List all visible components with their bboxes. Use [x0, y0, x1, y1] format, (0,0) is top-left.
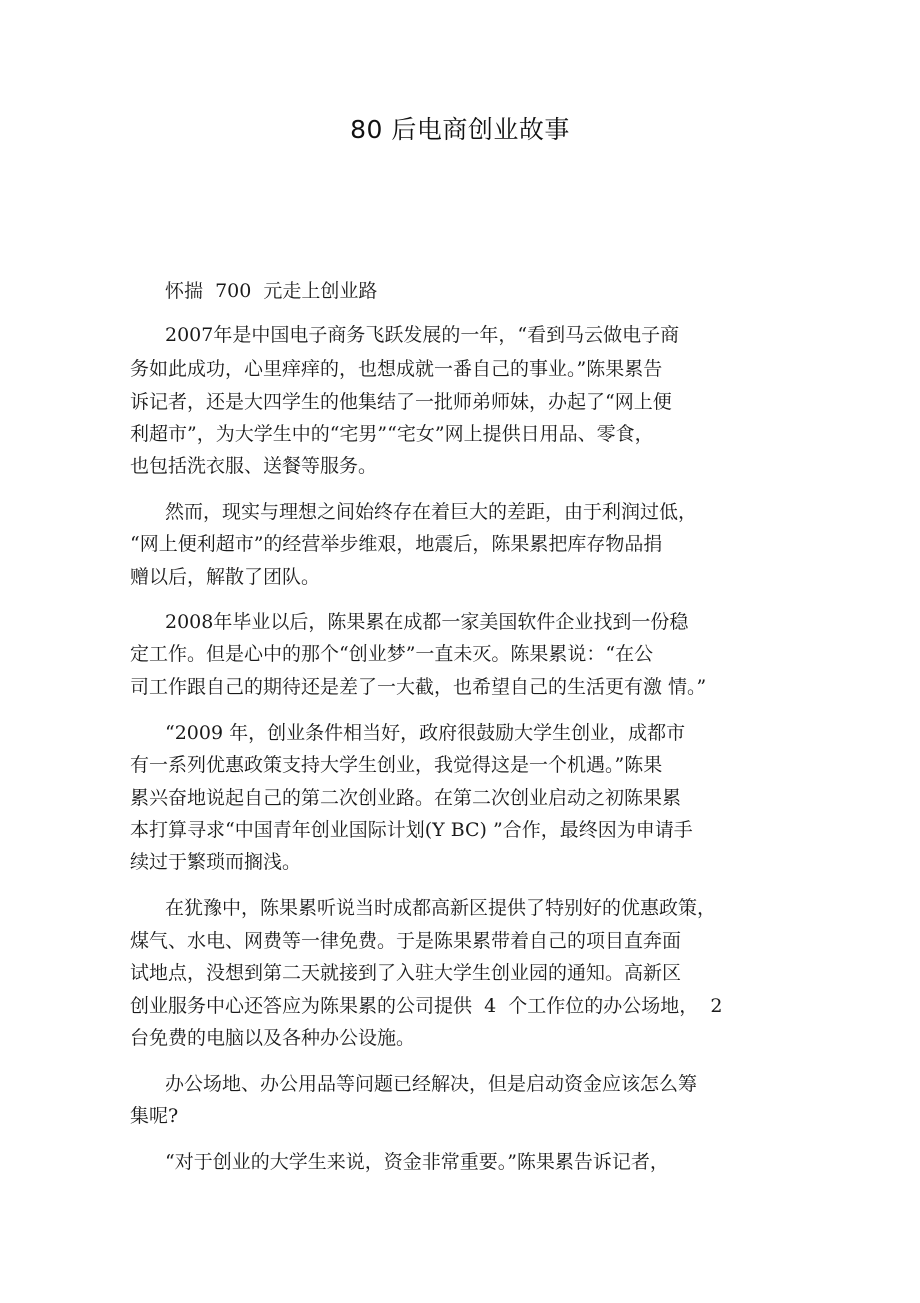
- paragraph-5-line-1: 在犹豫中，陈果累听说当时成都高新区提供了特别好的优惠政策，: [165, 897, 717, 919]
- paragraph-2-line-3: 赠以后，解散了团队。: [130, 566, 321, 588]
- paragraph-4-line-2: 有一系列优惠政策支持大学生创业，我觉得这是一个机遇。”陈果: [130, 754, 663, 776]
- paragraph-5-line-3: 试地点，没想到第二天就接到了入驻大学生创业园的通知。高新区: [130, 962, 682, 984]
- paragraph-2-line-2: “网上便利超市”的经营举步维艰，地震后，陈果累把库存物品捐: [130, 533, 663, 555]
- paragraph-5-line-2: 煤气、水电、网费等一律免费。于是陈果累带着自己的项目直奔面: [130, 930, 682, 952]
- paragraph-4-line-4: 本打算寻求“中国青年创业国际计划(Y BC) ”合作，最终因为申请手: [130, 819, 693, 841]
- paragraph-7-line-1: “对于创业的大学生来说，资金非常重要。”陈果累告诉记者，: [165, 1151, 669, 1173]
- paragraph-1-line-3: 诉记者，还是大四学生的他集结了一批师弟师妹，办起了“网上便: [130, 391, 672, 413]
- paragraph-3-line-2: 定工作。但是心中的那个“创业梦”一直未灭。陈果累说：“在公: [130, 643, 654, 665]
- paragraph-6-line-2: 集呢?: [130, 1105, 179, 1127]
- paragraph-3-line-1: 2008年毕业以后，陈果累在成都一家美国软件企业找到一份稳: [165, 611, 689, 633]
- paragraph-1-line-2: 务如此成功，心里痒痒的，也想成就一番自己的事业。”陈果累告: [130, 358, 663, 380]
- paragraph-5-line-4: 创业服务中心还答应为陈果累的公司提供 4 个工作位的办公场地， 2: [130, 995, 723, 1017]
- paragraph-4-line-5: 续过于繁琐而搁浅。: [130, 851, 302, 873]
- document-title: 80 后电商创业故事: [350, 115, 570, 144]
- paragraph-4-line-1: “2009 年，创业条件相当好，政府很鼓励大学生创业，成都市: [165, 722, 686, 744]
- paragraph-3-line-3: 司工作跟自己的期待还是差了一大截，也希望自己的生活更有激 情。”: [130, 676, 707, 698]
- paragraph-1-line-4: 利超市”，为大学生中的“宅男”“宅女”网上提供日用品、零食，: [130, 423, 654, 445]
- paragraph-4-line-3: 累兴奋地说起自己的第二次创业路。在第二次创业启动之初陈果累: [130, 787, 682, 809]
- paragraph-1-line-1: 2007年是中国电子商务飞跃发展的一年，“看到马云做电子商: [165, 324, 680, 346]
- paragraph-2-line-1: 然而，现实与理想之间始终存在着巨大的差距，由于利润过低，: [165, 501, 698, 523]
- paragraph-5-line-5: 台免费的电脑以及各种办公设施。: [130, 1027, 416, 1049]
- section-heading: 怀揣 700 元走上创业路: [165, 280, 378, 302]
- paragraph-1-line-5: 也包括洗衣服、送餐等服务。: [130, 455, 378, 477]
- paragraph-6-line-1: 办公场地、办公用品等问题已经解决，但是启动资金应该怎么筹: [165, 1073, 698, 1095]
